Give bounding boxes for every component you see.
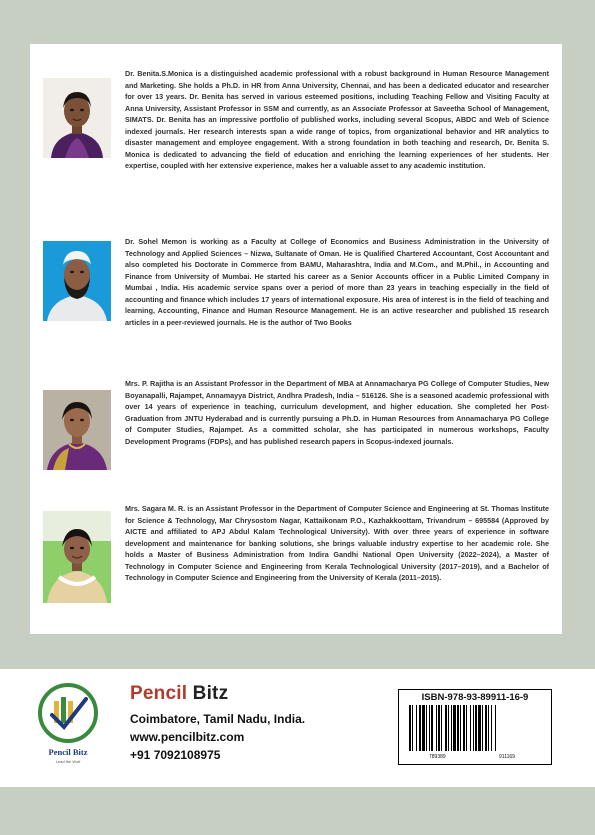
barcode-bar — [466, 705, 467, 751]
logo-text: Pencil Bitz — [48, 747, 88, 757]
barcode-bar — [475, 705, 477, 751]
barcode-bar — [448, 705, 449, 751]
isbn-label: ISBN-978-93-89911-16-9 — [421, 692, 529, 703]
pencil-check-logo-icon — [36, 681, 100, 773]
author-photo-sohel — [43, 241, 111, 321]
barcode-bar — [482, 705, 483, 751]
barcode-bar — [470, 705, 471, 751]
barcode-bar — [416, 705, 417, 751]
bio-text-rajitha: Mrs. P. Rajitha is an Assistant Professor in the Department of MBA at Annamacharya PG College of Computer Studies, New Boyanapalli, Rajampet, Annamayya District, Andhra Pradesh, India – 516126. She is a seasoned academic professional with over 14 years of experience in teaching, curriculum development, and higher education. She completed her Post-Graduation from JNTU Hyderabad and is currently pursuing a Ph.D. in Human Resources from Annamacharya PG College of Computer Studies, Rajampet. As a committed scholar, she has participated in numerous workshops, Faculty Development Programs (FDPs), and has published research papers in Scopus-indexed journals. — [125, 379, 549, 446]
publisher-website[interactable]: www.pencilbitz.com — [130, 730, 245, 744]
barcode-bar — [441, 705, 442, 751]
barcode — [407, 705, 543, 760]
bio-text-sohel: Dr. Sohel Memon is working as a Faculty at College of Economics and Business Administration in the University of Technology and Applied Sciences – Nizwa, Sultanate of Oman. He is Qualified Chartered Accountant, Cost Accountant and also completed his Doctorate in Commerce from BAMU, Maharashtra, India and M.Com., and M.Phil., in Accounting and Finance from University of Mumbai. He started his career as a Senior Accounts officer in a Public Limited Company in Mumbai , India. His academic service spans over a period of more than 23 years in teaching especially in the field of accounting and finance which includes 17 years of international exposure. His area of interest is in the field of teaching and learning, Accounting, Finance and Human Resource Management. He is an active researcher and published 15 research articles in a peer-reviewed journals. He is the author of Two Books — [125, 237, 549, 327]
barcode-bar — [457, 705, 459, 751]
barcode-bar — [419, 705, 421, 751]
barcode-bar — [409, 705, 411, 751]
author-photo-sagara — [43, 511, 111, 603]
publisher-name-second: Bitz — [187, 683, 229, 704]
barcode-digits-right: 911169 — [499, 754, 515, 760]
barcode-bar — [495, 705, 496, 751]
bio-panel — [30, 44, 562, 634]
author-photo-rajitha — [43, 390, 111, 470]
barcode-bar — [429, 705, 430, 751]
barcode-bar — [422, 705, 425, 751]
logo-tagline: Lead the Wolf — [55, 759, 81, 764]
barcode-bar — [453, 705, 456, 751]
barcode-bar — [451, 705, 452, 751]
barcode-bar — [412, 705, 413, 751]
barcode-bar — [460, 705, 461, 751]
barcode-bar — [478, 705, 481, 751]
barcode-bar — [431, 705, 433, 751]
bio-text-benita: Dr. Benita.S.Monica is a distinguished academic professional with a robust background in Human Resource Management and Marketing. She holds a Ph.D. in HR from Anna University, Chennai, and has been a dedicated educator and researcher for over 13 years. Dr. Benita has served in various esteemed positions, including Teaching Fellow and Visiting Faculty at Anna University, Assistant Professor in SSM and currently, as an Associate Professor at Saveetha School of Management, SIMATS. Dr. Benita has an impressive portfolio of published works, including several Scopus, ABDC and Web of Science indexed journals. Her research interests span a wide range of topics, from organizational behavior and HR analytics to disaster management and employee engagement. With a strong foundation in both teaching and research, Dr. Benita S. Monica is dedicated to advancing the field of education and enriching the learning experiences of her students. Her expertise, coupled with her extensive experience, makes her a valuable asset to any academic institution. — [125, 69, 549, 170]
barcode-bar — [485, 705, 487, 751]
barcode-bar — [473, 705, 474, 751]
publisher-address: Coimbatore, Tamil Nadu, India. — [130, 712, 306, 726]
barcode-bar — [488, 705, 489, 751]
barcode-bar — [438, 705, 440, 751]
publisher-phone: +91 7092108975 — [130, 748, 221, 762]
publisher-name-first: Pencil — [130, 683, 188, 704]
isbn-barcode-box — [398, 689, 552, 765]
barcode-bar — [491, 705, 492, 751]
publisher-footer — [0, 669, 595, 787]
barcode-bar — [426, 705, 427, 751]
bio-text-sagara: Mrs. Sagara M. R. is an Assistant Professor in the Department of Computer Science and Engineering at St. Thomas Institute for Science & Technology, Mar Chrysostom Nagar, Kattaikonam P.O., Kazhakkoottam, Trivandrum – 695584 (Approved by AICTE and affiliated to APJ Abdul Kalam Technological University). With over three years of experience in software development and maintenance for banking solutions, she brings valuable industry expertise to her academic role. She holds a Master of Business Administration from Indira Gandhi National Open University (2022–2024), a Master of Technology in Computer Science and Engineering from Kerala Technological University (2017–2019), and a Bachelor of Technology in Computer Science and Engineering from the University of Kerala (2011–2015). — [125, 504, 549, 582]
barcode-bar — [445, 705, 447, 751]
barcode-bar — [436, 705, 437, 751]
bottom-band — [0, 787, 595, 835]
publisher-name — [130, 683, 228, 705]
barcode-bar — [463, 705, 465, 751]
barcode-digits-left: 789389 — [429, 754, 446, 760]
author-photo-benita — [43, 78, 111, 158]
